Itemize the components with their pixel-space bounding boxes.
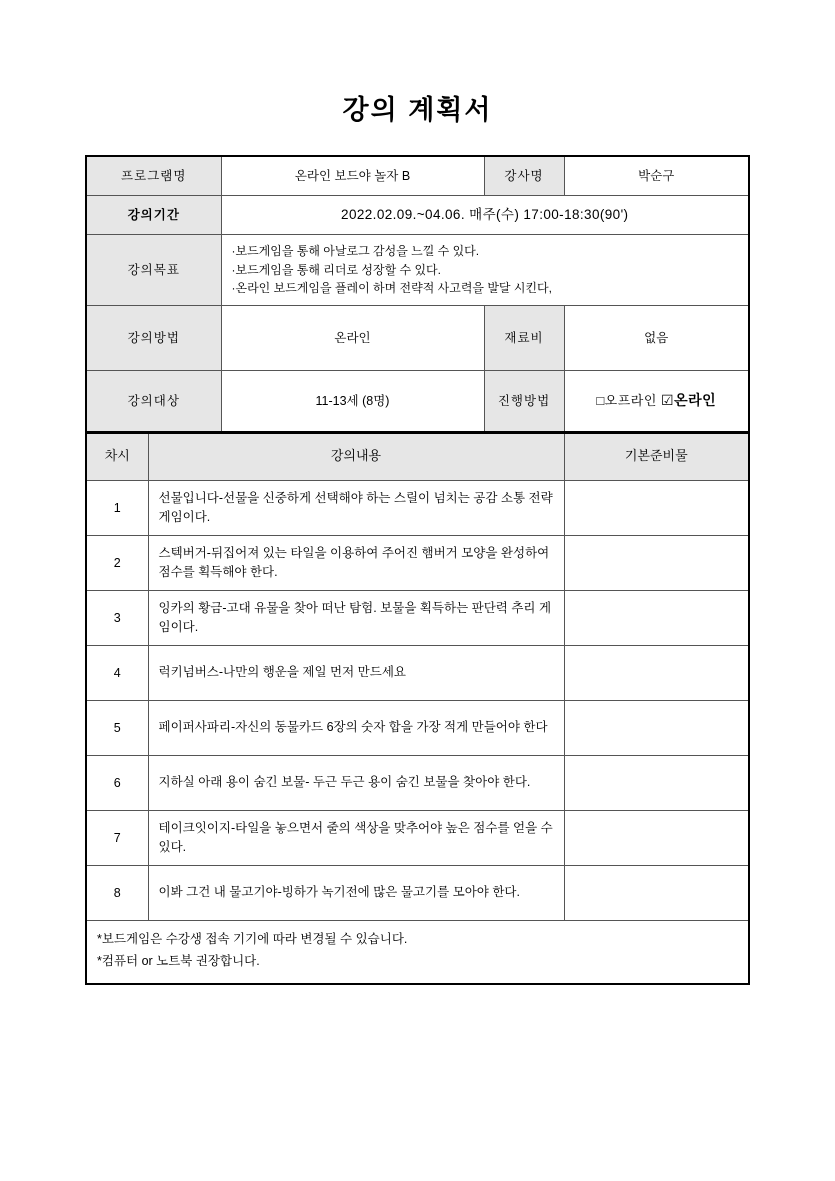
instructor-label: 강사명 — [484, 156, 564, 196]
session-content: 페이퍼사파리-자신의 동물카드 6장의 숫자 합을 가장 적게 만들어야 한다 — [148, 700, 564, 755]
session-content: 잉카의 황금-고대 유물을 찾아 떠난 탐험. 보물을 획득하는 판단력 추리 게임이다. — [148, 590, 564, 645]
lesson-plan-sheet — [85, 155, 750, 985]
session-prep — [564, 755, 749, 810]
session-no: 1 — [86, 480, 148, 535]
session-no: 8 — [86, 865, 148, 920]
table-row — [86, 810, 749, 865]
table-row — [86, 645, 749, 700]
instructor-value: 박순구 — [564, 156, 749, 196]
table-row — [86, 196, 749, 235]
method-label: 강의방법 — [86, 305, 221, 370]
table-row — [86, 370, 749, 432]
program-name-label: 프로그램명 — [86, 156, 221, 196]
session-content: 선물입니다-선물을 신중하게 선택해야 하는 스릴이 넘치는 공감 소통 전략 게임이다. — [148, 480, 564, 535]
goal-line-1: ·보드게임을 통해 아날로그 감성을 느낄 수 있다. — [231, 244, 480, 258]
goal-label: 강의목표 — [86, 235, 221, 306]
session-no: 7 — [86, 810, 148, 865]
table-row — [86, 755, 749, 810]
session-prep — [564, 480, 749, 535]
goal-value — [221, 235, 749, 306]
material-cost-label: 재료비 — [484, 305, 564, 370]
session-table-header — [86, 433, 749, 481]
online-checkbox[interactable]: ☑온라인 — [661, 392, 717, 409]
session-content: 스텍버거-뒤집어져 있는 타일을 이용하여 주어진 햄버거 모양을 완성하여 점수를 획득해야 한다. — [148, 535, 564, 590]
session-prep-header: 기본준비물 — [564, 433, 749, 481]
goal-line-3: ·온라인 보드게임을 플레이 하며 전략적 사고력을 발달 시킨다, — [231, 281, 552, 296]
session-table — [85, 432, 750, 985]
progress-method-label: 진행방법 — [484, 370, 564, 432]
session-content: 이봐 그건 내 물고기야-빙하가 녹기전에 많은 물고기를 모아야 한다. — [148, 865, 564, 920]
table-row — [86, 156, 749, 196]
period-value: 2022.02.09.~04.06. 매주(수) 17:00-18:30(90') — [221, 196, 749, 235]
session-content: 지하실 아래 용이 숨긴 보물- 두근 두근 용이 숨긴 보물을 찾아야 한다. — [148, 755, 564, 810]
session-no: 3 — [86, 590, 148, 645]
session-no: 4 — [86, 645, 148, 700]
table-row — [86, 920, 749, 983]
offline-checkbox[interactable]: □오프라인 — [596, 393, 657, 409]
session-content: 럭키넘버스-나만의 행운을 제일 먼저 만드세요 — [148, 645, 564, 700]
session-prep — [564, 535, 749, 590]
target-label: 강의대상 — [86, 370, 221, 432]
session-prep — [564, 590, 749, 645]
course-info-table — [85, 155, 750, 433]
table-row — [86, 535, 749, 590]
session-prep — [564, 700, 749, 755]
goal-line-2: ·보드게임을 통해 리더로 성장할 수 있다. — [231, 262, 441, 277]
session-content: 테이크잇이지-타일을 놓으면서 줄의 색상을 맞추어야 높은 점수를 얻을 수 있다. — [148, 810, 564, 865]
notes-cell — [86, 920, 749, 983]
session-prep — [564, 645, 749, 700]
material-cost-value: 없음 — [564, 305, 749, 370]
note-line-2: *컴퓨터 or 노트북 권장합니다. — [97, 953, 260, 968]
session-no: 2 — [86, 535, 148, 590]
period-label: 강의기간 — [86, 196, 221, 235]
session-no-header: 차시 — [86, 433, 148, 481]
table-row — [86, 305, 749, 370]
session-content-header: 강의내용 — [148, 433, 564, 481]
table-row — [86, 590, 749, 645]
program-name-value: 온라인 보드야 놀자 B — [221, 156, 484, 196]
table-row — [86, 700, 749, 755]
table-row — [86, 235, 749, 306]
method-value: 온라인 — [221, 305, 484, 370]
progress-method-value — [564, 370, 749, 432]
note-line-1: *보드게임은 수강생 접속 기기에 따라 변경될 수 있습니다. — [97, 931, 408, 946]
session-no: 5 — [86, 700, 148, 755]
session-no: 6 — [86, 755, 148, 810]
page-title: 강의 계획서 — [342, 95, 493, 125]
table-row — [86, 865, 749, 920]
target-value: 11-13세 (8명) — [221, 370, 484, 432]
table-row — [86, 480, 749, 535]
session-prep — [564, 865, 749, 920]
session-prep — [564, 810, 749, 865]
